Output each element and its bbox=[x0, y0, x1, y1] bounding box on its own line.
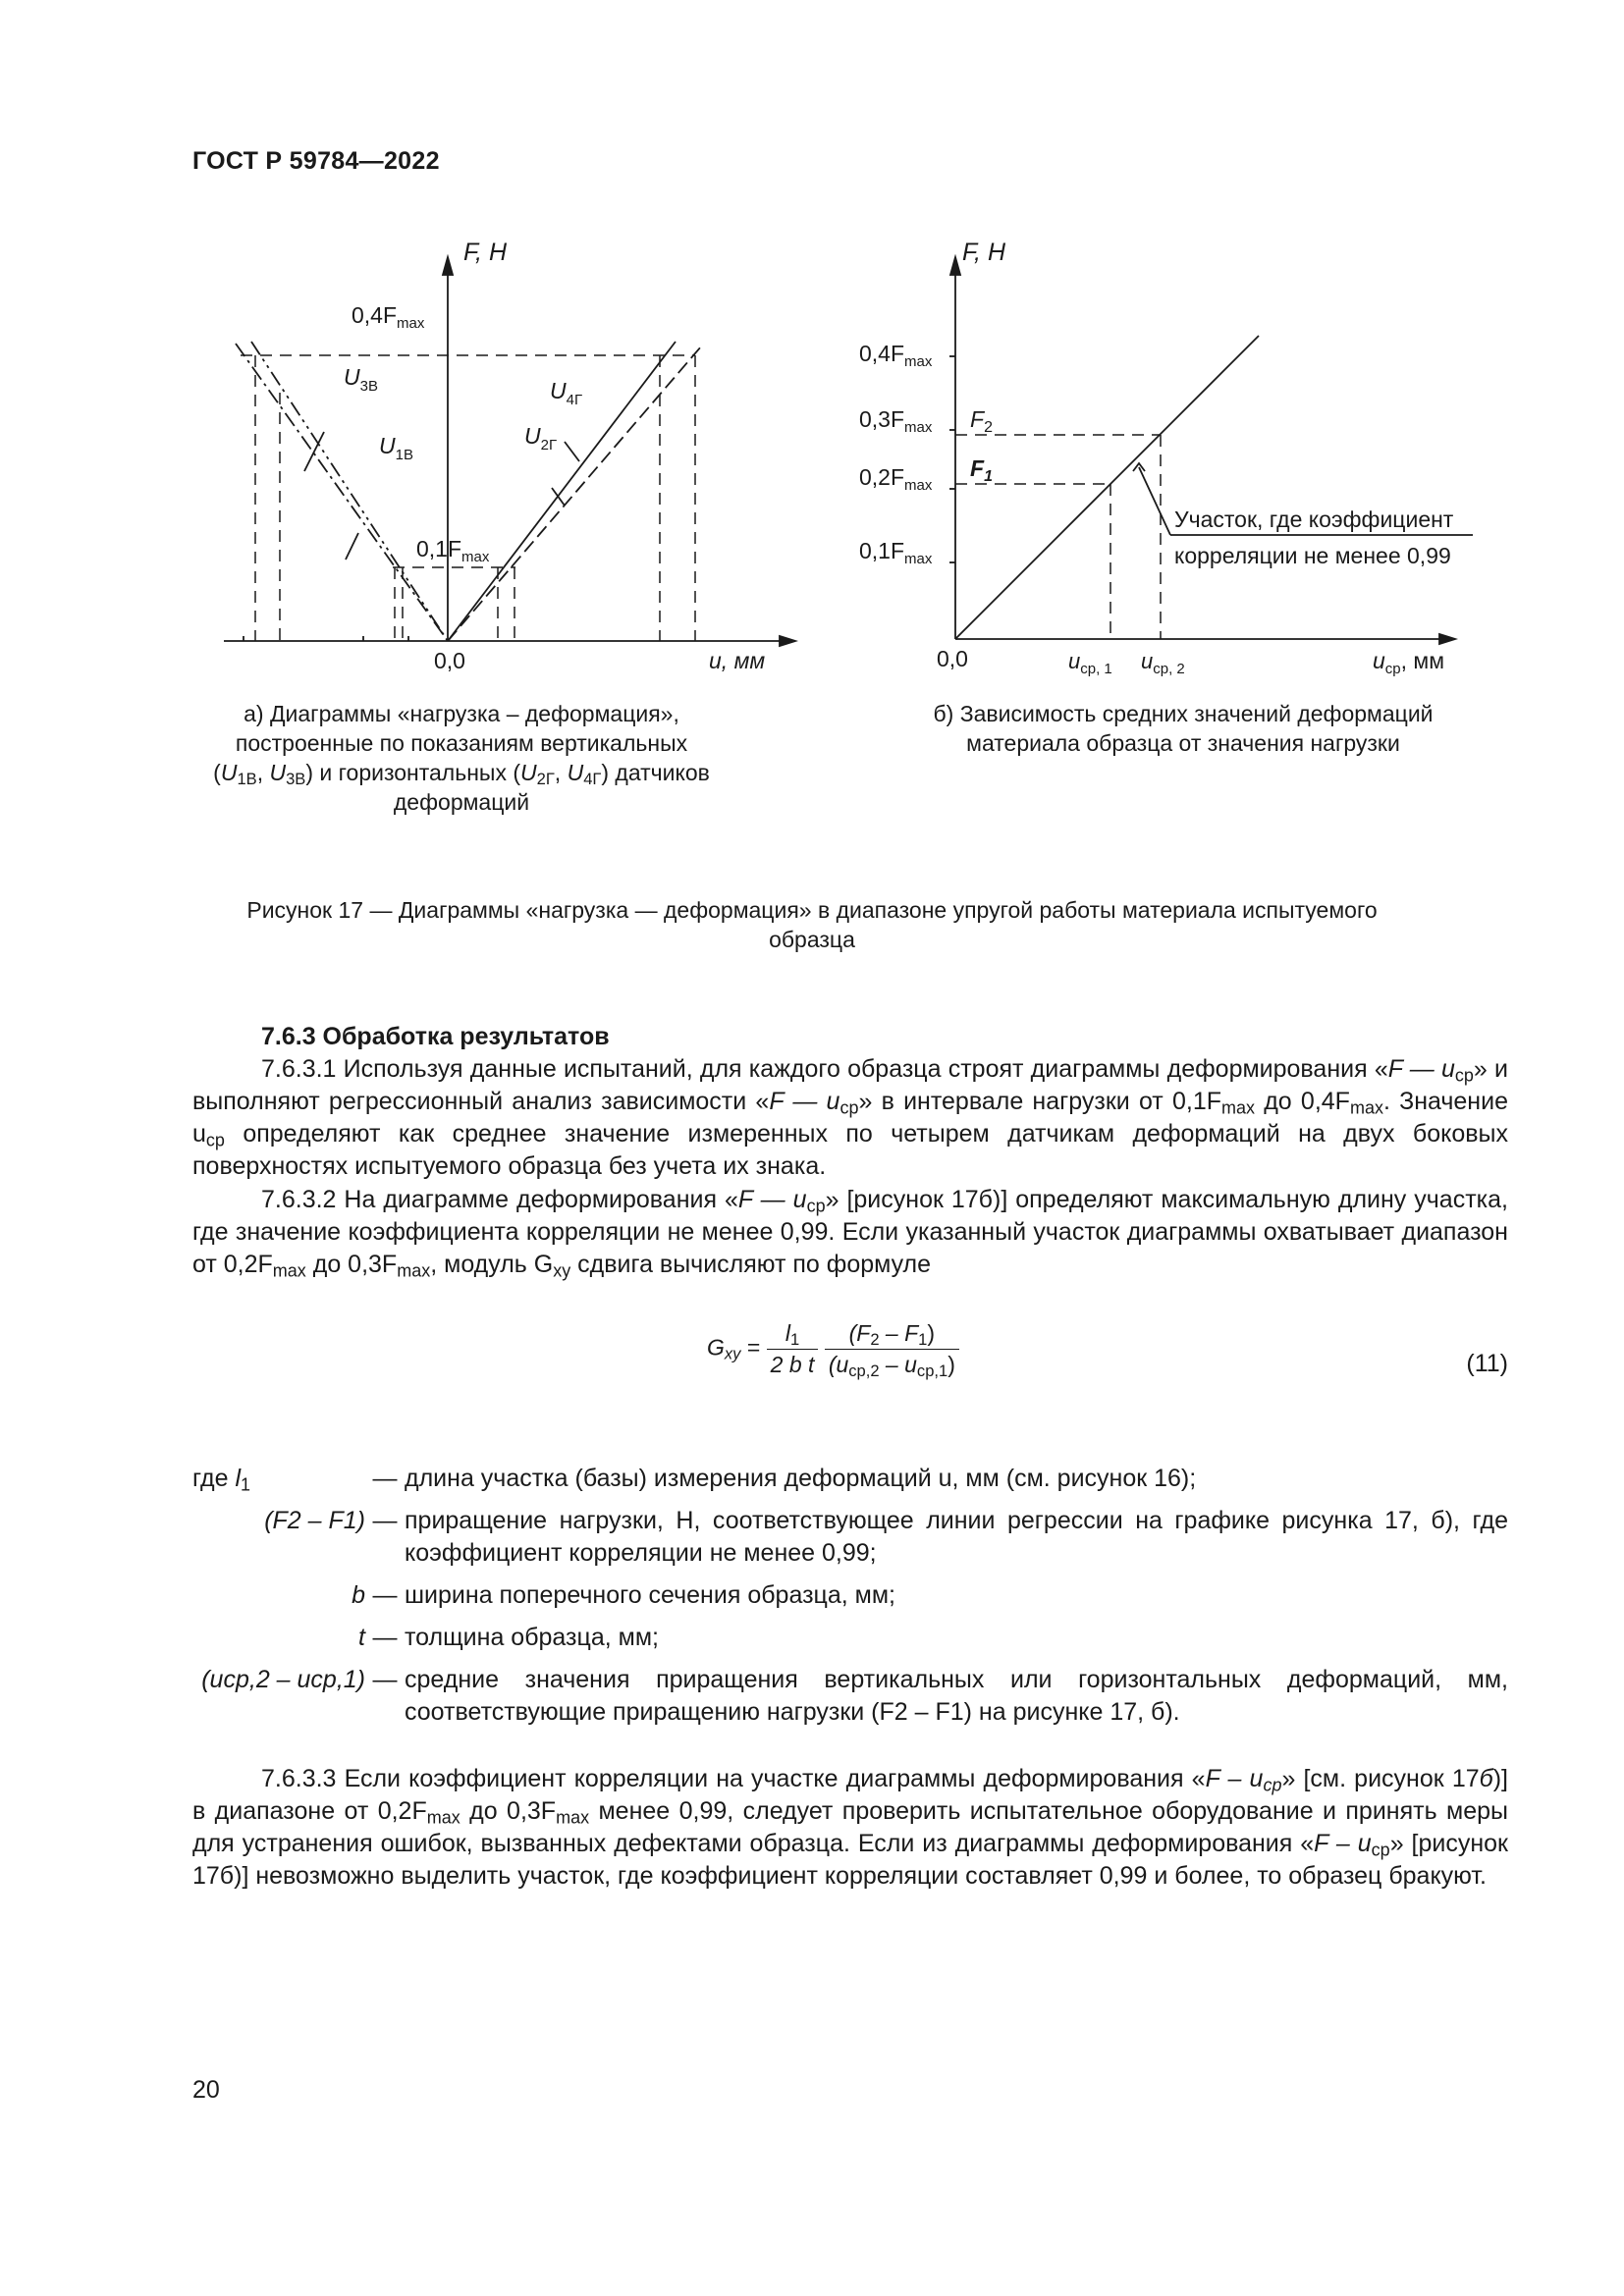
u1-sub: ср, 1 bbox=[1080, 661, 1112, 677]
curve-label-u1v-text: U bbox=[379, 433, 396, 458]
p2-c: » [рисунок 17б)] определяют максимальную длину участка, где значение коэффициента корреляции не менее 0,99. Если указанный участок диаграммы охватывает диапазон от 0,2F bbox=[192, 1186, 1508, 1278]
f-den2: (u bbox=[828, 1352, 849, 1377]
c3-comma: , bbox=[554, 760, 568, 785]
f2-sub: 2 bbox=[984, 419, 993, 436]
legend-dash: — bbox=[372, 1666, 398, 1693]
b-tick-02-text: 0,2F bbox=[859, 464, 905, 490]
p3-f: F – u bbox=[1314, 1830, 1372, 1857]
p2-b: F — u bbox=[737, 1186, 807, 1213]
curve-u3v bbox=[236, 344, 448, 641]
section-title: 7.6.3 Обработка результатов bbox=[261, 1023, 610, 1050]
b-tick-01 bbox=[859, 538, 933, 567]
figure-b-diagram bbox=[854, 236, 1492, 687]
legend-desc-b: ширина поперечного сечения образца, мм; bbox=[405, 1581, 895, 1609]
b-x-axis-arrow bbox=[1439, 634, 1455, 644]
p3-c-i: б bbox=[1479, 1765, 1493, 1792]
legend-desc-t: толщина образца, мм; bbox=[405, 1624, 659, 1651]
p3-e: менее 0,99, следует проверить испытательное оборудование и принять меры для устранения ошибок, вызванных дефектами образца. Если из диаграммы деформирования « bbox=[192, 1797, 1508, 1857]
formula-11 bbox=[707, 1320, 1512, 1399]
f-num2-mid: – F bbox=[879, 1320, 919, 1346]
f-den2-sub: ср,2 bbox=[848, 1362, 880, 1381]
figure-a-x-label: u, мм bbox=[709, 648, 766, 673]
legend-row-t bbox=[192, 1622, 1508, 1654]
figure-a-caption-1: а) Диаграммы «нагрузка – деформация», bbox=[244, 701, 679, 726]
legend-desc-df: приращение нагрузки, Н, соответствующее линии регрессии на графике рисунка 17, б), где коэффициент корреляции не менее 0,99; bbox=[405, 1507, 1508, 1567]
legend-dash: — bbox=[372, 1465, 398, 1492]
c3-u2-sub: 2Г bbox=[536, 770, 555, 789]
paragraph-7-6-3-3 bbox=[192, 1763, 1508, 1893]
p1-g: . Значение u bbox=[192, 1088, 1508, 1148]
legend-row-du bbox=[192, 1664, 1508, 1729]
legend-sym-du-text: (ucp,2 – ucp,1) bbox=[201, 1666, 365, 1693]
curve-label-u2g bbox=[524, 423, 557, 454]
p1-d-sub: ср bbox=[839, 1097, 859, 1118]
fraction-1 bbox=[767, 1320, 819, 1378]
c3-u2: U bbox=[520, 760, 537, 785]
b-tick-04-sub: max bbox=[904, 353, 933, 370]
c3-u1: U bbox=[220, 760, 238, 785]
p3-c: » [см. рисунок 17 bbox=[1281, 1765, 1480, 1792]
curve-label-u2g-sub: 2Г bbox=[540, 437, 558, 454]
b-x-label-unit: , мм bbox=[1400, 648, 1445, 673]
p1-g-sub: ср bbox=[205, 1130, 225, 1150]
b-x-label-u: u bbox=[1373, 648, 1385, 673]
legend-dash: — bbox=[372, 1624, 398, 1651]
b-annotation-2: корреляции не менее 0,99 bbox=[1174, 543, 1451, 568]
p3-b: F – u bbox=[1205, 1765, 1264, 1792]
b-tick-04-text: 0,4F bbox=[859, 341, 905, 366]
p2-f: сдвига вычисляют по формуле bbox=[570, 1251, 932, 1278]
f1-sub: 1 bbox=[984, 468, 993, 485]
c3-mid: , bbox=[256, 760, 270, 785]
p2-e: , модуль G bbox=[430, 1251, 554, 1278]
b-tick-02-sub: max bbox=[904, 477, 933, 494]
c3-u3: U bbox=[269, 760, 287, 785]
curve-label-u1v bbox=[379, 433, 413, 463]
figure-a-y-label-text: F, Н bbox=[463, 239, 507, 266]
p1-b: F — u bbox=[1387, 1055, 1455, 1083]
curve-label-u4g-text: U bbox=[550, 378, 567, 403]
f-den2-end: ) bbox=[947, 1352, 955, 1377]
figure-a-origin: 0,0 bbox=[434, 648, 465, 673]
u2-sub: ср, 2 bbox=[1153, 661, 1185, 677]
legend-sym-b bbox=[192, 1579, 365, 1612]
curve-label-u2g-text: U bbox=[524, 423, 541, 449]
c3-pre: ( bbox=[213, 760, 221, 785]
formula-number: (11) bbox=[1466, 1350, 1508, 1377]
c3-u4-sub: 4Г bbox=[583, 770, 602, 789]
figure-b-y-label: F, Н bbox=[962, 239, 1005, 266]
p2-b-sub: ср bbox=[806, 1196, 826, 1216]
p3-a: 7.6.3.3 Если коэффициент корреляции на участке диаграммы деформирования « bbox=[261, 1765, 1206, 1792]
f-den1: 2 b t bbox=[770, 1352, 815, 1377]
f-num2-sub2: 1 bbox=[918, 1330, 928, 1350]
figure-a-y-label bbox=[463, 239, 508, 266]
regression-line bbox=[955, 336, 1259, 639]
b-f2-label bbox=[970, 406, 993, 436]
p1-e: » в интервале нагрузки от 0,1F bbox=[858, 1088, 1221, 1115]
b-tick-03-sub: max bbox=[904, 419, 933, 436]
p3-c2: )] в диапазоне от 0,2F bbox=[192, 1765, 1508, 1825]
p1-c: » и выполняют регрессионный анализ зависимости « bbox=[192, 1055, 1508, 1115]
b-tick-03 bbox=[859, 406, 933, 436]
level-01-sub: max bbox=[461, 549, 490, 565]
figure-a-caption-3 bbox=[177, 758, 746, 787]
p1-h: определяют как среднее значение измеренных по четырем датчикам деформаций на двух боковых поверхностях испытуемого образца без учета их знака. bbox=[192, 1120, 1508, 1180]
formula-body bbox=[707, 1320, 959, 1381]
c3-u4: U bbox=[567, 760, 584, 785]
b-origin: 0,0 bbox=[937, 646, 968, 671]
legend-sym-l1-sub: 1 bbox=[241, 1474, 251, 1495]
curve-label-u4g-sub: 4Г bbox=[566, 392, 583, 408]
p3-d: до 0,3F bbox=[460, 1797, 557, 1825]
curve-u2g bbox=[448, 347, 701, 641]
legend-intro: где bbox=[192, 1465, 236, 1492]
p1-d: F — u bbox=[769, 1088, 840, 1115]
page-number: 20 bbox=[192, 2076, 220, 2104]
b-tick-04 bbox=[859, 341, 933, 370]
p1-e-sub: max bbox=[1221, 1097, 1256, 1118]
p2-d: до 0,3F bbox=[305, 1251, 398, 1278]
figure-a-caption-2: построенные по показаниям вертикальных bbox=[235, 730, 688, 756]
f-den2-sub2: ср,1 bbox=[916, 1362, 948, 1381]
f2-text: F bbox=[970, 406, 985, 432]
b-u2-label bbox=[1141, 649, 1185, 677]
p3-d-sub: max bbox=[556, 1807, 590, 1828]
figure-a-caption bbox=[177, 699, 746, 817]
curve-label-u1v-sub: 1В bbox=[395, 447, 413, 463]
f1-text: F bbox=[970, 455, 985, 481]
p3-b-sub: cp bbox=[1263, 1775, 1282, 1795]
p2-d-sub: max bbox=[397, 1260, 431, 1281]
p2-a: 7.6.3.2 На диаграмме деформирования « bbox=[261, 1186, 738, 1213]
curve-label-u3v bbox=[344, 364, 378, 395]
p1-f-sub: max bbox=[1349, 1097, 1383, 1118]
variable-legend bbox=[192, 1463, 1508, 1738]
legend-desc-du: средние значения приращения вертикальных или горизонтальных деформаций, мм, соответствующие приращению нагрузки (F2 – F1) на рисунке 17, б). bbox=[405, 1666, 1508, 1726]
figure-caption-line-1: Рисунок 17 — Диаграммы «нагрузка — деформация» в диапазоне упругой работы материала испытуемого bbox=[246, 897, 1378, 923]
p3-f-sub: cp bbox=[1371, 1840, 1390, 1860]
curve-label-u4g bbox=[550, 378, 582, 408]
figure-b-caption bbox=[889, 699, 1478, 758]
curve-label-u3v-text: U bbox=[344, 364, 360, 390]
c3-end: ) датчиков bbox=[601, 760, 710, 785]
paragraph-7-6-3-1 bbox=[192, 1053, 1508, 1183]
level-04-sub: max bbox=[397, 315, 425, 332]
figure-caption bbox=[192, 895, 1432, 954]
level-04-text: 0,4F bbox=[352, 302, 398, 328]
legend-sym-du bbox=[192, 1664, 365, 1729]
b-tick-01-sub: max bbox=[904, 551, 933, 567]
b-u1-label bbox=[1068, 649, 1112, 677]
paragraph-7-6-3-2 bbox=[192, 1184, 1508, 1281]
figure-b-caption-2: материала образца от значения нагрузки bbox=[966, 730, 1400, 756]
b-x-label-sub: ср bbox=[1384, 661, 1401, 677]
formula-eq: = bbox=[740, 1334, 767, 1361]
f-num1: l bbox=[785, 1320, 790, 1346]
p2-e-sub: xy bbox=[553, 1260, 571, 1281]
x-axis-arrow bbox=[780, 636, 795, 646]
p1-f: до 0,4F bbox=[1255, 1088, 1350, 1115]
level-01-text: 0,1F bbox=[416, 536, 462, 561]
figure-caption-line-2: образца bbox=[769, 927, 855, 952]
b-tick-01-text: 0,1F bbox=[859, 538, 905, 563]
legend-row-df bbox=[192, 1505, 1508, 1570]
f-num2-end: ) bbox=[927, 1320, 936, 1346]
legend-row-l1 bbox=[192, 1463, 1508, 1495]
legend-dash: — bbox=[372, 1507, 398, 1534]
legend-sym-l1-text: l bbox=[235, 1465, 241, 1492]
legend-desc-l1: длина участка (базы) измерения деформаций u, мм (см. рисунок 16); bbox=[405, 1465, 1197, 1492]
p1-b-sub: ср bbox=[1454, 1065, 1474, 1086]
b-f1-label bbox=[970, 455, 993, 485]
formula-lhs: G bbox=[707, 1334, 725, 1361]
p1-a: 7.6.3.1 Используя данные испытаний, для каждого образца строят диаграммы деформирования « bbox=[261, 1055, 1388, 1083]
p3-c-sub: max bbox=[426, 1807, 460, 1828]
b-tick-03-text: 0,3F bbox=[859, 406, 905, 432]
figure-b-caption-1: б) Зависимость средних значений деформаций bbox=[933, 701, 1434, 726]
c3-u3-sub: 3В bbox=[286, 770, 306, 789]
figure-a-level-01 bbox=[416, 536, 490, 565]
u2-text: u bbox=[1141, 649, 1154, 673]
curve-label-u3v-sub: 3В bbox=[359, 378, 378, 395]
legend-sym-df-text: (F2 – F1) bbox=[264, 1507, 365, 1534]
legend-sym-t bbox=[192, 1622, 365, 1654]
legend-sym-b-text: b bbox=[352, 1581, 365, 1609]
figure-a-diagram bbox=[216, 236, 805, 697]
legend-sym-t-text: t bbox=[358, 1624, 365, 1651]
f-num2: (F bbox=[848, 1320, 871, 1346]
u1-text: u bbox=[1068, 649, 1081, 673]
figure-a-level-04 bbox=[352, 302, 425, 332]
figure-a-caption-4: деформаций bbox=[393, 789, 530, 815]
f-num1-sub: 1 bbox=[790, 1330, 800, 1350]
b-y-axis-arrow bbox=[950, 257, 960, 275]
document-header: ГОСТ Р 59784—2022 bbox=[192, 147, 440, 175]
fraction-2 bbox=[825, 1320, 959, 1381]
b-annotation-1: Участок, где коэффициент bbox=[1174, 507, 1454, 532]
b-x-label bbox=[1373, 648, 1444, 677]
f-den2-mid: – u bbox=[879, 1352, 917, 1377]
c3-u1-sub: 1В bbox=[237, 770, 257, 789]
formula-lhs-sub: xy bbox=[724, 1344, 741, 1363]
f-num2-sub: 2 bbox=[870, 1330, 880, 1350]
y-axis-arrow bbox=[443, 257, 453, 275]
legend-dash: — bbox=[372, 1581, 398, 1609]
legend-sym-l1 bbox=[192, 1463, 365, 1495]
c3-txt: ) и горизонтальных ( bbox=[305, 760, 520, 785]
p2-c-sub: max bbox=[272, 1260, 306, 1281]
p3-g: » [рисунок 17б)] невозможно выделить участок, где коэффициент корреляции составляет 0,99 и более, то образец бракуют. bbox=[192, 1830, 1508, 1890]
legend-row-b bbox=[192, 1579, 1508, 1612]
b-tick-02 bbox=[859, 464, 933, 494]
legend-sym-df bbox=[192, 1505, 365, 1570]
